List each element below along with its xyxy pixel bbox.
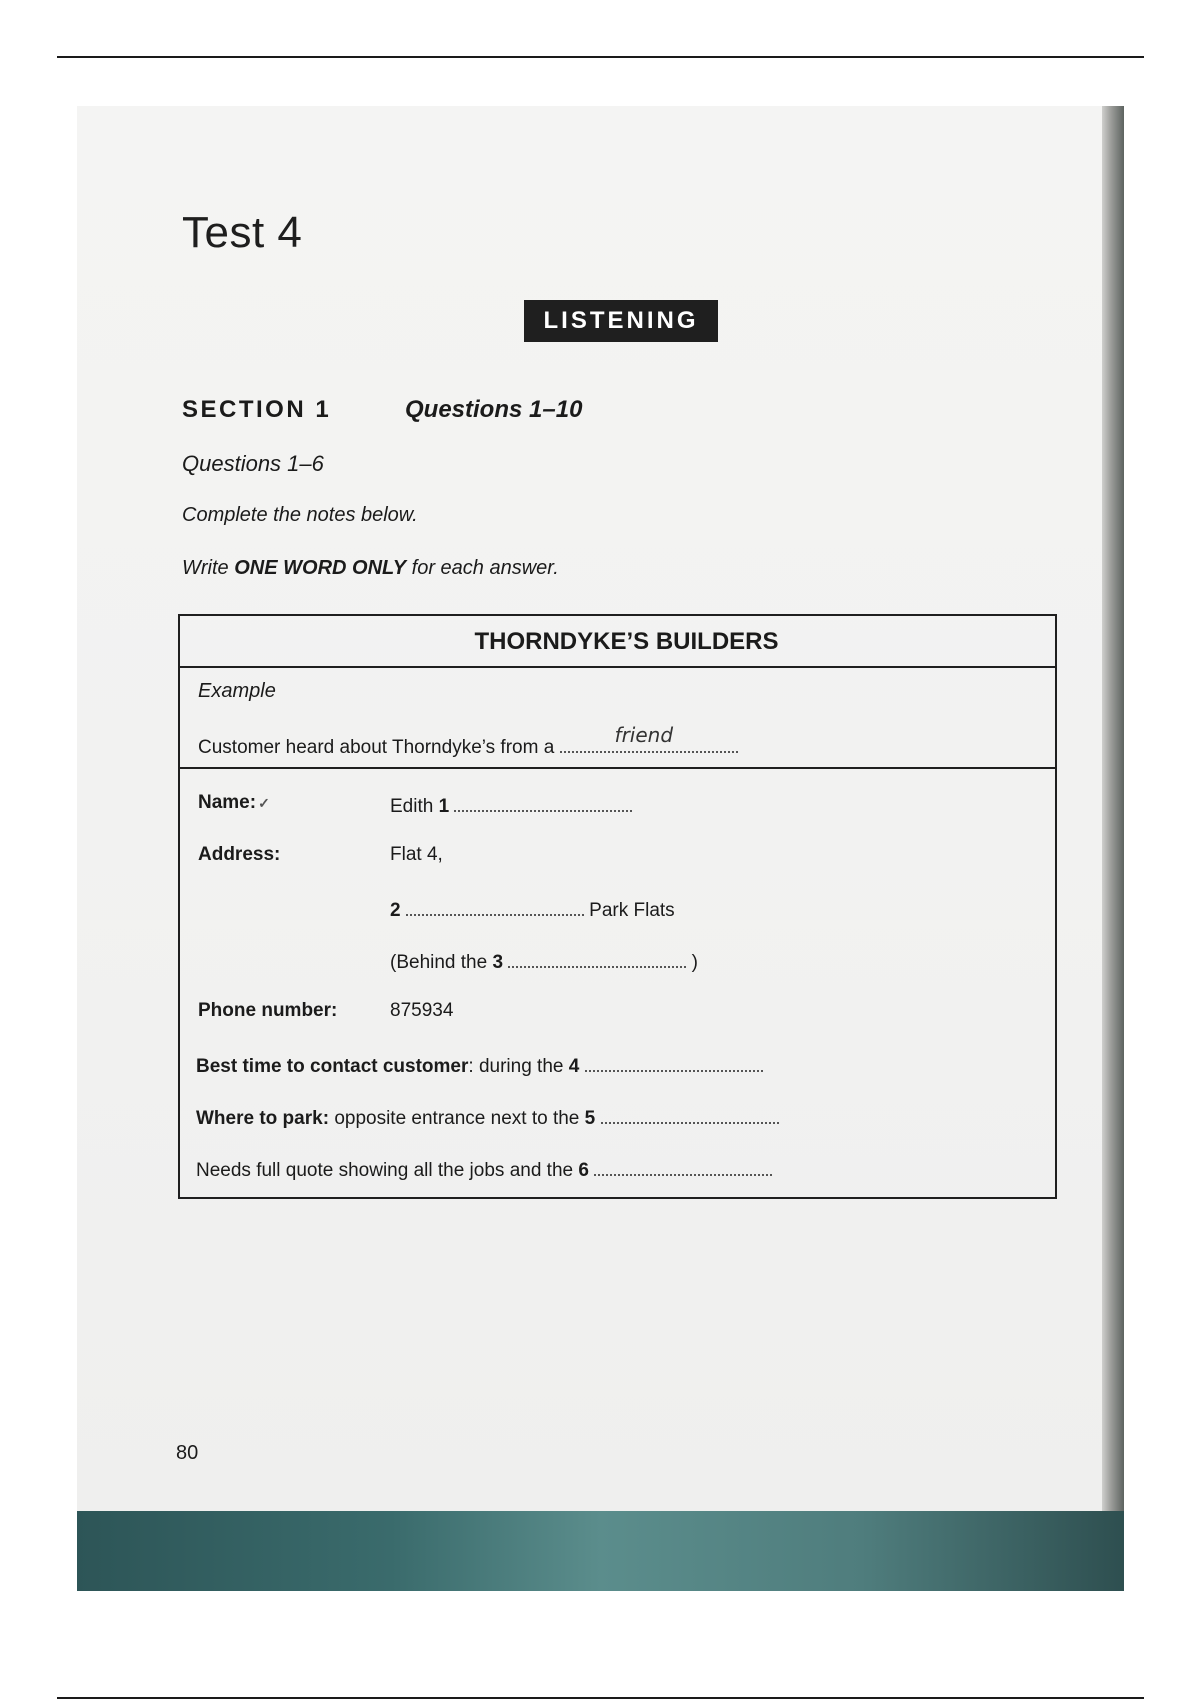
address-line-1: Flat 4, — [390, 844, 443, 865]
question-4-number: 4 — [568, 1056, 580, 1077]
question-2-blank[interactable] — [406, 896, 584, 916]
scan-background-band — [77, 1511, 1124, 1591]
instruction-complete: Complete the notes below. — [182, 504, 418, 526]
bottom-rule — [57, 1697, 1144, 1699]
address-line-3 — [390, 948, 698, 974]
name-row — [390, 792, 632, 818]
book-spine — [1102, 106, 1124, 1591]
question-2-number: 2 — [390, 900, 401, 921]
example-label: Example — [198, 680, 276, 702]
name-label-text: Name: — [198, 792, 257, 813]
address-park-flats: Park Flats — [589, 900, 675, 921]
question-5-number: 5 — [584, 1108, 596, 1129]
park-label: Where to park: — [196, 1108, 330, 1129]
best-time-row — [196, 1052, 763, 1078]
question-1-number: 1 — [438, 796, 450, 817]
test-title: Test 4 — [182, 208, 303, 257]
question-4-blank[interactable] — [585, 1052, 763, 1072]
best-time-text: : during the — [468, 1056, 564, 1077]
quote-text: Needs full quote showing all the jobs and the — [196, 1160, 574, 1181]
instruction-write-post: for each answer. — [411, 557, 559, 579]
listening-banner: LISTENING — [524, 300, 718, 342]
instruction-write-bold: ONE WORD ONLY — [234, 557, 407, 579]
question-5-blank[interactable] — [601, 1104, 779, 1124]
phone-label: Phone number: — [198, 1000, 338, 1021]
example-text: Customer heard about Thorndyke’s from a — [198, 737, 555, 758]
quote-row — [196, 1156, 772, 1182]
address-line-2 — [390, 896, 675, 922]
example-answer-blank — [560, 723, 738, 753]
notes-title: THORNDYKE’S BUILDERS — [180, 616, 1055, 668]
name-label — [198, 792, 270, 814]
address-label: Address: — [198, 844, 281, 865]
example-answer: friend — [614, 723, 674, 747]
question-1-blank[interactable] — [454, 792, 632, 812]
question-3-blank[interactable] — [508, 948, 686, 968]
notes-table — [178, 614, 1057, 1199]
park-row — [196, 1104, 779, 1130]
park-text: opposite entrance next to the — [334, 1108, 580, 1129]
instruction-write — [182, 557, 559, 580]
tick-mark-icon: ✓ — [258, 795, 270, 811]
address-behind: (Behind the — [390, 952, 488, 973]
best-time-label: Best time to contact customer — [196, 1056, 469, 1077]
phone-value: 875934 — [390, 1000, 454, 1021]
example-area — [180, 668, 1055, 769]
address-close-paren: ) — [691, 952, 698, 973]
example-line — [198, 723, 738, 759]
top-rule — [57, 56, 1144, 58]
page-number: 80 — [176, 1442, 199, 1464]
name-value: Edith — [390, 796, 434, 817]
question-3-number: 3 — [492, 952, 504, 973]
section-heading: SECTION 1 — [182, 396, 332, 423]
scanned-page — [77, 106, 1124, 1591]
book-page — [77, 106, 1107, 1511]
question-6-number: 6 — [578, 1160, 589, 1181]
subquestions: Questions 1–6 — [182, 451, 324, 476]
section-questions: Questions 1–10 — [405, 396, 583, 423]
question-6-blank[interactable] — [594, 1156, 772, 1176]
instruction-write-pre: Write — [182, 557, 229, 579]
